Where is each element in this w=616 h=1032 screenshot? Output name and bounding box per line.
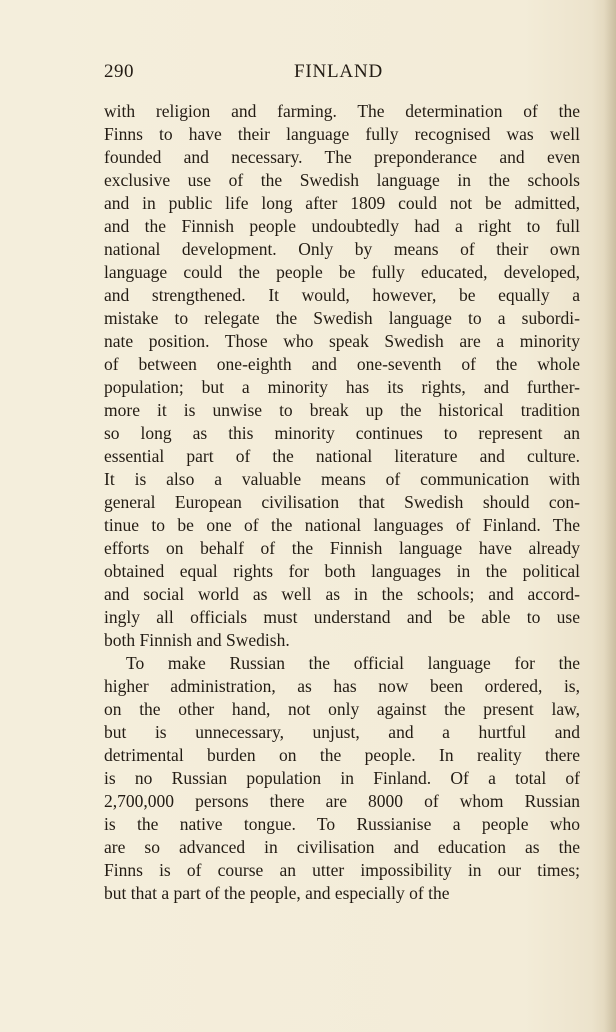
text-line: To make Russian the official language for the bbox=[126, 653, 580, 673]
text-line: and social world as well as in the schools; and accord- bbox=[104, 584, 580, 604]
text-line: and strengthened. It would, however, be equally a bbox=[104, 285, 580, 305]
page-number: 290 bbox=[104, 61, 134, 82]
text-line: national development. Only by means of their own bbox=[104, 239, 580, 259]
text-line: detrimental burden on the people. In reality there bbox=[104, 745, 580, 765]
page-edge-shadow bbox=[604, 0, 616, 1032]
text-line: of between one-eighth and one-seventh of the whole bbox=[104, 354, 580, 374]
text-line: on the other hand, not only against the present law, bbox=[104, 699, 580, 719]
paragraph bbox=[104, 100, 580, 652]
text-line: with religion and farming. The determination of the bbox=[104, 101, 580, 121]
text-line: language could the people be fully educated, developed, bbox=[104, 262, 580, 282]
text-line: ingly all officials must understand and be able to use bbox=[104, 607, 580, 627]
text-line: Finns to have their language fully recognised was well bbox=[104, 124, 580, 144]
text-line: higher administration, as has now been ordered, is, bbox=[104, 676, 580, 696]
text-line: Finns is of course an utter impossibility in our times; bbox=[104, 860, 580, 880]
text-line: and the Finnish people undoubtedly had a right to full bbox=[104, 216, 580, 236]
text-line: essential part of the national literature and culture. bbox=[104, 446, 580, 466]
text-line: more it is unwise to break up the historical tradition bbox=[104, 400, 580, 420]
text-line: is the native tongue. To Russianise a people who bbox=[104, 814, 580, 834]
text-line: but that a part of the people, and especially of the bbox=[104, 883, 450, 903]
text-line: and in public life long after 1809 could not be admitted, bbox=[104, 193, 580, 213]
text-line: but is unnecessary, unjust, and a hurtful and bbox=[104, 722, 580, 742]
text-line: so long as this minority continues to represent an bbox=[104, 423, 580, 443]
text-line: nate position. Those who speak Swedish are a minority bbox=[104, 331, 580, 351]
text-line: both Finnish and Swedish. bbox=[104, 630, 290, 650]
text-line: tinue to be one of the national languages of Finland. The bbox=[104, 515, 580, 535]
paragraph bbox=[104, 652, 580, 905]
text-line: population; but a minority has its rights, and further- bbox=[104, 377, 580, 397]
running-title: FINLAND bbox=[294, 61, 383, 82]
text-line: It is also a valuable means of communication with bbox=[104, 469, 580, 489]
text-line: 2,700,000 persons there are 8000 of whom Russian bbox=[104, 791, 580, 811]
text-line: founded and necessary. The preponderance and even bbox=[104, 147, 580, 167]
body-text bbox=[104, 100, 580, 905]
text-line: general European civilisation that Swedish should con- bbox=[104, 492, 580, 512]
page-header bbox=[104, 61, 584, 89]
text-line: efforts on behalf of the Finnish language have already bbox=[104, 538, 580, 558]
text-line: are so advanced in civilisation and education as the bbox=[104, 837, 580, 857]
text-line: obtained equal rights for both languages in the political bbox=[104, 561, 580, 581]
text-line: is no Russian population in Finland. Of a total of bbox=[104, 768, 580, 788]
text-line: exclusive use of the Swedish language in the schools bbox=[104, 170, 580, 190]
text-line: mistake to relegate the Swedish language to a subordi- bbox=[104, 308, 580, 328]
